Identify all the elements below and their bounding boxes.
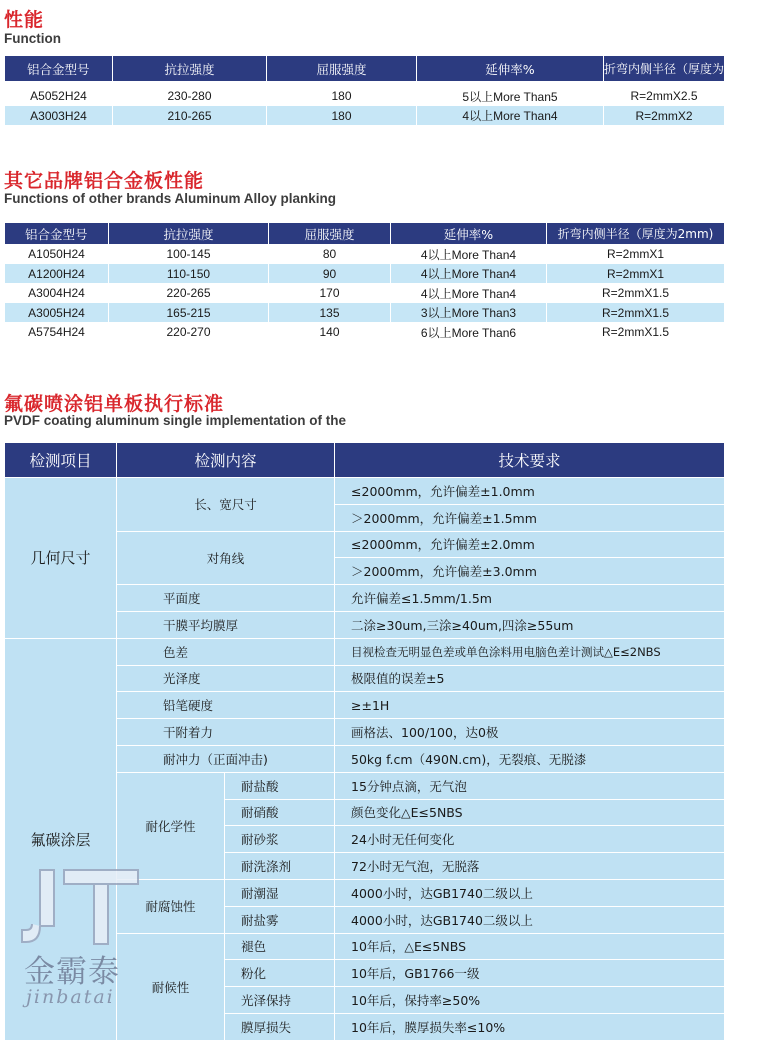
cell: R=2mmX2 <box>604 106 725 126</box>
section1-title-en: Function <box>4 31 61 46</box>
cell: 210-265 <box>113 106 267 126</box>
cell: 220-265 <box>109 284 269 303</box>
cell: A5052H24 <box>5 87 113 106</box>
requirement: ≥±1H <box>335 692 725 719</box>
header-yield: 屈服强度 <box>267 56 417 82</box>
header-test-content: 检测内容 <box>117 443 335 478</box>
requirement: 4000小时，达GB1740二级以上 <box>335 879 725 906</box>
requirement: ＞2000mm，允许偏差±1.5mm <box>335 504 725 531</box>
cell: 6以上More Than6 <box>391 323 547 342</box>
requirement: 画格法、100/100，达0极 <box>335 719 725 746</box>
table-row <box>5 478 725 505</box>
sub-item: 耐盐雾 <box>225 906 335 933</box>
cell: 165-215 <box>109 303 269 323</box>
requirement: 15分钟点滴，无气泡 <box>335 772 725 799</box>
cell: R=2mmX2.5 <box>604 87 725 106</box>
cell: 4以上More Than4 <box>417 106 604 126</box>
header-elongation: 延伸率% <box>391 223 547 245</box>
table-row <box>5 245 725 264</box>
requirement: 10年后，GB1766一级 <box>335 960 725 987</box>
cell: 100-145 <box>109 245 269 264</box>
header-requirement: 技术要求 <box>335 443 725 478</box>
cell: A3004H24 <box>5 284 109 303</box>
requirement: ≤2000mm，允许偏差±2.0mm <box>335 531 725 558</box>
requirement: 10年后，△E≤5NBS <box>335 933 725 960</box>
table-row <box>5 87 725 106</box>
header-tensile: 抗拉强度 <box>109 223 269 245</box>
cell: R=2mmX1.5 <box>547 323 725 342</box>
sub-item: 耐砂浆 <box>225 826 335 853</box>
logo-text-cn: 金霸泰 <box>24 954 120 990</box>
requirement: ＞2000mm，允许偏差±3.0mm <box>335 558 725 585</box>
cell: 110-150 <box>109 264 269 284</box>
table-row <box>5 284 725 303</box>
section3-title-cn: 氟碳喷涂铝单板执行标准 <box>4 393 225 415</box>
cell: A3005H24 <box>5 303 109 323</box>
cell: 4以上More Than4 <box>391 245 547 264</box>
requirement: ≤2000mm，允许偏差±1.0mm <box>335 478 725 505</box>
sub-item: 耐洗涤剂 <box>225 853 335 880</box>
cell: 140 <box>269 323 391 342</box>
cell: R=2mmX1 <box>547 264 725 284</box>
jt-logo-icon <box>18 868 148 948</box>
header-elongation: 延伸率% <box>417 56 604 82</box>
cell: 3以上More Than3 <box>391 303 547 323</box>
requirement: 10年后，膜厚损失率≤10% <box>335 1013 725 1040</box>
cell: 230-280 <box>113 87 267 106</box>
table-row <box>5 638 725 665</box>
cell: R=2mmX1.5 <box>547 284 725 303</box>
item-impact: 耐冲力（正面冲击) <box>117 745 335 772</box>
cell: 135 <box>269 303 391 323</box>
cell: 170 <box>269 284 391 303</box>
cell: A5754H24 <box>5 323 109 342</box>
function-table <box>4 55 760 126</box>
requirement: 10年后，保持率≥50% <box>335 987 725 1014</box>
section2-title-cn: 其它品牌铝合金板性能 <box>4 170 205 192</box>
requirement: 24小时无任何变化 <box>335 826 725 853</box>
requirement: 极限值的误差±5 <box>335 665 725 692</box>
section2-title-en: Functions of other brands Aluminum Alloy planking <box>4 191 337 206</box>
table-row <box>5 303 725 323</box>
requirement: 4000小时，达GB1740二级以上 <box>335 906 725 933</box>
requirement: 允许偏差≤1.5mm/1.5m <box>335 585 725 612</box>
item-weather-resistance: 耐候性 <box>117 933 225 1040</box>
cell: R=2mmX1 <box>547 245 725 264</box>
header-test-item: 检测项目 <box>5 443 117 478</box>
cell: 5以上More Than5 <box>417 87 604 106</box>
cell: 80 <box>269 245 391 264</box>
cell: A3003H24 <box>5 106 113 126</box>
header-bend-radius: 折弯内侧半径（厚度为2mm) <box>547 223 725 245</box>
sub-item: 褪色 <box>225 933 335 960</box>
sub-item: 粉化 <box>225 960 335 987</box>
cell: 180 <box>267 87 417 106</box>
requirement: 二涂≥30um,三涂≥40um,四涂≥55um <box>335 611 725 638</box>
cell: 180 <box>267 106 417 126</box>
group-geometry: 几何尺寸 <box>5 478 117 639</box>
cell: 90 <box>269 264 391 284</box>
item-corrosion-resistance: 耐腐蚀性 <box>117 879 225 933</box>
sub-item: 耐硝酸 <box>225 799 335 826</box>
cell: A1200H24 <box>5 264 109 284</box>
item-length-width: 长、宽尺寸 <box>117 478 335 532</box>
requirement: 50kg f.cm（490N.cm)，无裂痕、无脱漆 <box>335 745 725 772</box>
item-diagonal: 对角线 <box>117 531 335 585</box>
group-coating: 氟碳涂层 <box>5 638 117 1040</box>
cell: 220-270 <box>109 323 269 342</box>
item-flatness: 平面度 <box>117 585 335 612</box>
sub-item: 膜厚损失 <box>225 1013 335 1040</box>
sub-item: 耐盐酸 <box>225 772 335 799</box>
header-bend-radius: 折弯内侧半径（厚度为2mm) <box>604 56 725 82</box>
item-adhesion: 干附着力 <box>117 719 335 746</box>
item-gloss: 光泽度 <box>117 665 335 692</box>
requirement: 目视检查无明显色差或单色涂料用电脑色差计测试△E≤2NBS <box>335 638 725 665</box>
sub-item: 光泽保持 <box>225 987 335 1014</box>
section1-title-cn: 性能 <box>4 9 45 31</box>
sub-item: 耐潮湿 <box>225 879 335 906</box>
item-chemical-resistance: 耐化学性 <box>117 772 225 879</box>
jinbatai-logo <box>18 868 148 1028</box>
header-alloy: 铝合金型号 <box>5 56 113 82</box>
cell: A1050H24 <box>5 245 109 264</box>
cell: 4以上More Than4 <box>391 264 547 284</box>
cell: 4以上More Than4 <box>391 284 547 303</box>
header-tensile: 抗拉强度 <box>113 56 267 82</box>
section3-title-en: PVDF coating aluminum single implementation of the <box>4 413 347 428</box>
requirement: 72小时无气泡，无脱落 <box>335 853 725 880</box>
table-row <box>5 106 725 126</box>
cell: R=2mmX1.5 <box>547 303 725 323</box>
header-alloy: 铝合金型号 <box>5 223 109 245</box>
logo-text-en: jinbatai <box>26 986 115 1008</box>
item-color-difference: 色差 <box>117 638 335 665</box>
header-yield: 屈服强度 <box>269 223 391 245</box>
table-row <box>5 264 725 284</box>
item-film-thickness: 干膜平均膜厚 <box>117 611 335 638</box>
item-pencil-hardness: 铅笔硬度 <box>117 692 335 719</box>
table-row <box>5 323 725 342</box>
other-brands-table <box>4 222 725 342</box>
requirement: 颜色变化△E≤5NBS <box>335 799 725 826</box>
